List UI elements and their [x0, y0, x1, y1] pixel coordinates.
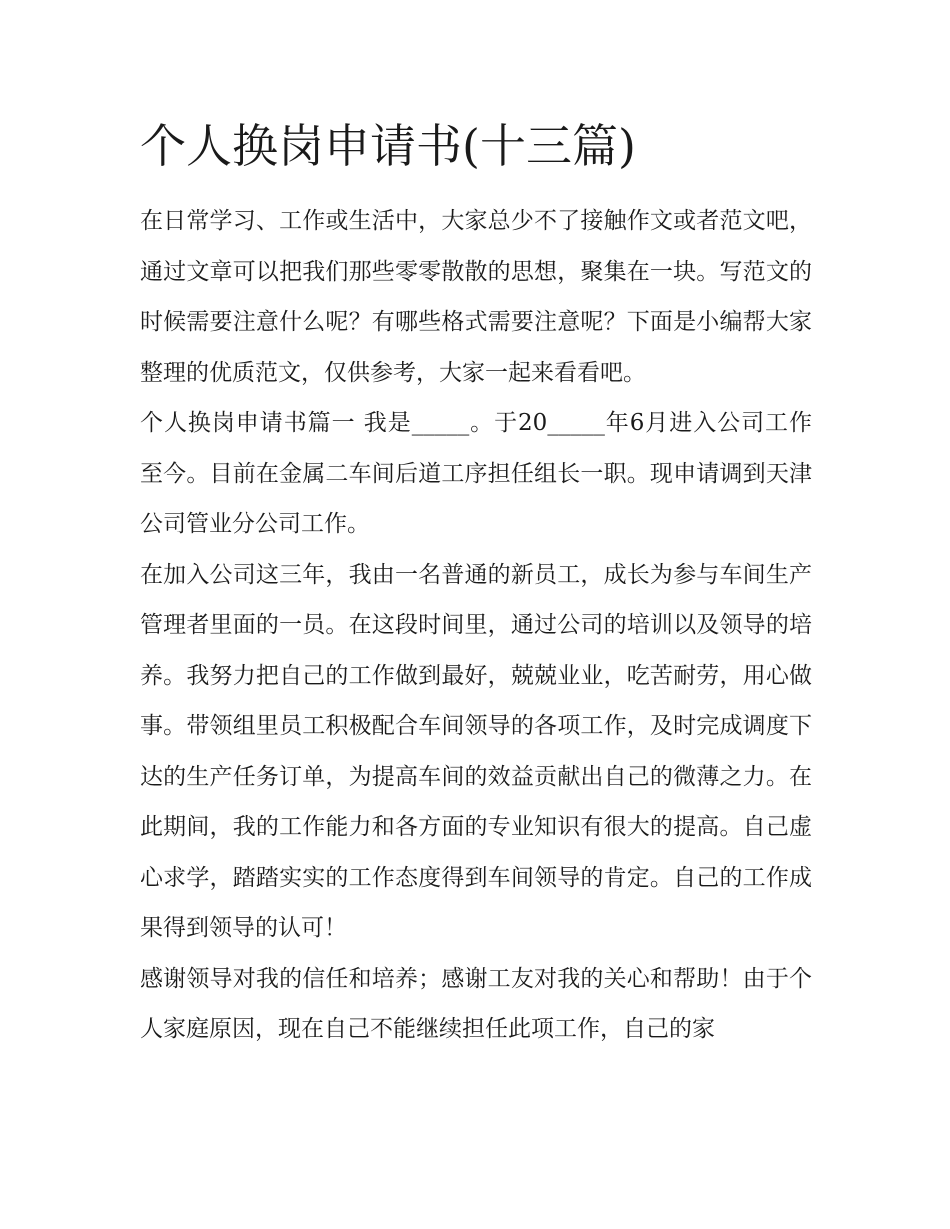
- paragraph-1: 个人换岗申请书篇一 我是_____。于20_____年6月进入公司工作至今。目前在金属二车间后道工序担任组长一职。现申请调到天津公司管业分公司工作。: [140, 410, 812, 537]
- paragraph-2: 在加入公司这三年，我由一名普通的新员工，成长为参与车间生产管理者里面的一员。在这段时间里，通过公司的培训以及领导的培养。我努力把自己的工作做到最好，兢兢业业，吃苦耐劳，用心做事。带领组里员工积极配合车间领导的各项工作，及时完成调度下达的生产任务订单，为提高车间的效益贡献出自己的微薄之力。在此期间，我的工作能力和各方面的专业知识有很大的提高。自己虚心求学，踏踏实实的工作态度得到车间领导的肯定。自己的工作成果得到领导的认可！: [140, 561, 812, 941]
- document-page: [140, 110, 812, 1055]
- paragraph-3: 感谢领导对我的信任和培养；感谢工友对我的关心和帮助！由于个人家庭原因，现在自己不能继续担任此项工作，自己的家: [140, 965, 812, 1042]
- document-title: 个人换岗申请书(十三篇): [140, 119, 636, 173]
- paragraph-intro: 在日常学习、工作或生活中，大家总少不了接触作文或者范文吧，通过文章可以把我们那些零零散散的思想，聚集在一块。写范文的时候需要注意什么呢？有哪些格式需要注意呢？下面是小编帮大家整理的优质范文，仅供参考，大家一起来看看吧。: [140, 208, 812, 386]
